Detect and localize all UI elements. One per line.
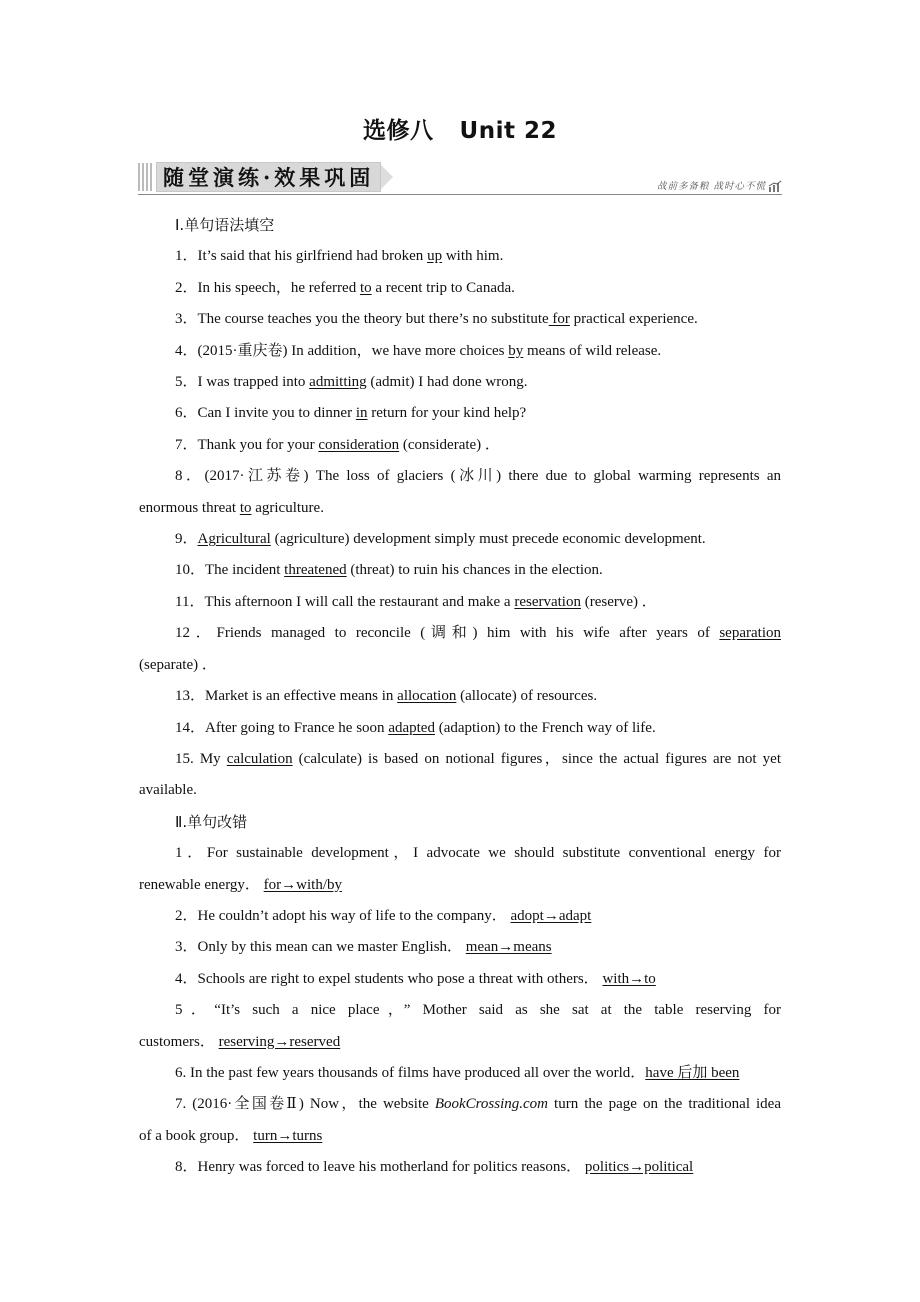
answer: calculation [226,750,293,767]
exercise-item: 11．This afternoon I will call the restaurant and make a reservation (reserve) ． [175,593,657,610]
exercise-item: 10．The incident threatened (threat) to ruin his chances in the election. [175,562,603,579]
answer: admitting [309,374,367,391]
correction-item-cont: customers． reserving→reserved [139,1033,341,1050]
correction-item: 8．Henry was forced to leave his motherland for politics reasons． politics→political [175,1159,694,1176]
correction-item: 2．He couldn’t adopt his way of life to the company． adopt→adapt [175,907,592,924]
answer: separation [719,625,781,642]
exercise-item: 14．After going to France he soon adapted (adaption) to the French way of life. [175,719,656,736]
correction-item: 1．For sustainable development，I advocate we should substitute conventional energy for [175,845,781,862]
exercise-item: 5．I was trapped into admitting (admit) I had done wrong. [175,374,528,391]
correction-item-cont: renewable energy． for→with/by [139,876,342,893]
answer: to [359,279,372,296]
answer: threatened [284,562,347,579]
answer: up [427,248,443,265]
exercise-item: 4．(2015·重庆卷) In addition，we have more choices by means of wild release. [175,342,662,359]
exercise-item: 7．Thank you for your consideration (considerate) ． [175,436,500,453]
answer: to [239,499,252,516]
correction-item: 3．Only by this mean can we master English． mean→means [175,939,552,956]
correction-item: 4．Schools are right to expel students who pose a threat with others． with→to [175,970,656,987]
answer: by [508,342,524,359]
banner-label: 随堂演练·效果巩固 [156,162,381,192]
exercise-item: 3．The course teaches you the theory but there’s no substitute for practical experience. [175,311,698,328]
banner-motto: 战前多备粮 战时心不慌 [656,181,766,192]
section2-heading: Ⅱ.单句改错 [175,812,248,831]
exercise-item: 13．Market is an effective means in allocation (allocate) of resources. [175,688,598,705]
answer: consideration [318,436,400,453]
exercise-item-cont: (separate) ． [139,656,217,673]
answer: Agricultural [197,531,271,548]
answer: reservation [514,593,581,610]
banner-label-box [138,162,393,192]
answer: in [355,405,368,422]
exercise-item: 1．It’s said that his girlfriend had broken up with him. [175,248,504,265]
correction-item: 5．“It’s such a nice place，” Mother said as she sat at the table reserving for [175,1002,781,1019]
banner-arrow-icon [381,165,393,189]
growth-chart-icon [768,180,782,192]
exercise-item: 9．Agricultural (agriculture) development simply must precede economic development. [175,531,706,548]
answer: mean→means [465,939,552,956]
title-en: Unit 22 [459,118,557,144]
exercise-item: 12．Friends managed to reconcile (调和) him with his wife after years of separation [175,625,781,642]
correction-item-cont: of a book group． turn→turns [139,1127,323,1144]
answer: with→to [602,970,656,987]
answer: have 后加 been [645,1064,740,1081]
exercise-item: 6．Can I invite you to dinner in return for your kind help? [175,405,527,422]
exercise-item: 15. My calculation (calculate) is based on notional figures，since the actual figures are not yet [175,750,781,767]
exercise-item-cont: enormous threat to agriculture. [139,499,324,516]
answer: for [548,311,570,328]
title-cn: 选修八 [363,118,434,144]
section1-heading: Ⅰ.单句语法填空 [175,216,275,234]
answer: politics→political [584,1159,694,1176]
exercise-item: 8．(2017·江苏卷) The loss of glaciers (冰川) there due to global warming represents an [175,468,781,485]
exercise-item-cont: available. [139,782,197,799]
correction-item: 7. (2016·全国卷Ⅱ) Now，the website BookCrossing.com turn the page on the traditional idea [175,1096,781,1113]
answer: turn→turns [253,1127,323,1144]
exercise-content [139,210,781,1184]
exercise-item: 2．In his speech，he referred to a recent trip to Canada. [175,279,515,296]
answer: adopt→adapt [510,907,592,924]
answer: allocation [397,688,457,705]
correction-item: 6. In the past few years thousands of films have produced all over the world．have 后加 been [175,1064,740,1081]
banner-stripes-icon [138,163,152,191]
answer: adapted [388,719,435,736]
section-banner [138,162,782,195]
answer: for→with/by [263,876,342,893]
page-title [0,112,920,145]
answer: reserving→reserved [218,1033,341,1050]
